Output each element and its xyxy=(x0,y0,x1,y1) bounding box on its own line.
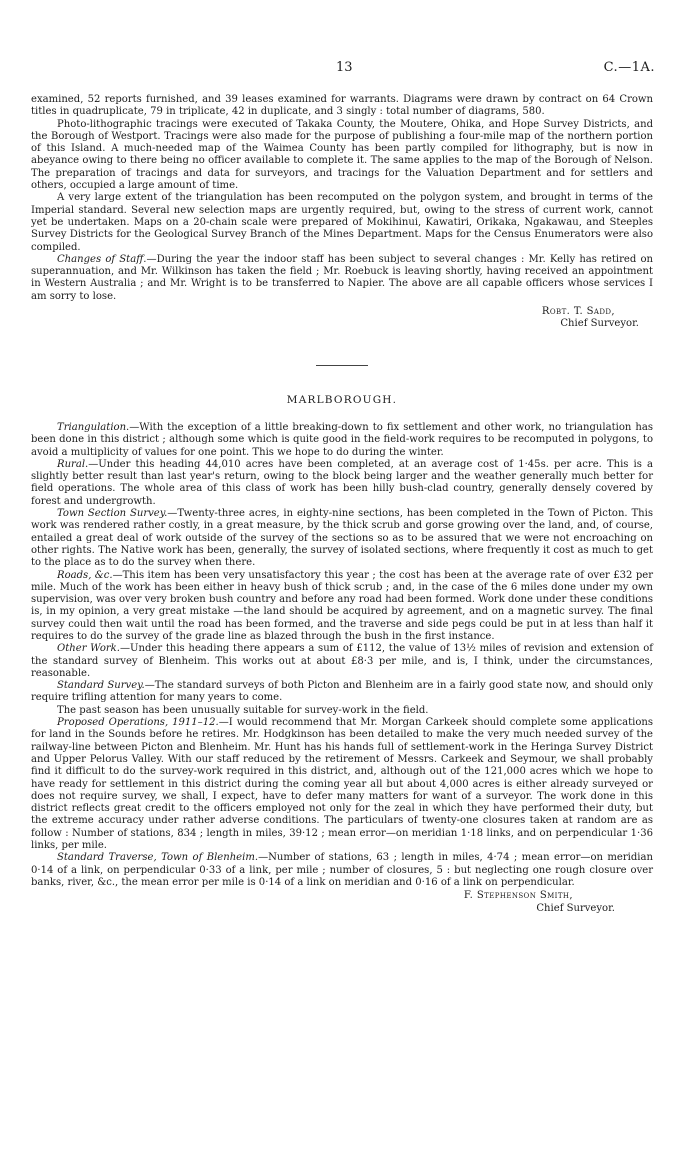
text-standard-survey: —The standard surveys of both Picton and Blenheim are in a fairly good state now, and should only require trifling attention for many years to come. xyxy=(31,680,654,704)
text-standard-traverse: —Number of stations, 63 ; length in miles, 4·74 ; mean error—on meridian 0·14 of a link, on perpendicular 0·33 of a link, per mile ; number of closures, 5 : but neglecting one rough closure over banks, river, &c., the mean error per mile is 0·14 of a link on meridian and 0·16 of a link on perpendicular. xyxy=(31,852,653,888)
paragraph-diagrams: examined, 52 reports furnished, and 39 leases examined for warrants. Diagrams were drawn by contract on 64 Crown titles in quadruplicate, 79 in triplicate, 42 in duplicate, and 3 singly : total number of diagrams, 580. xyxy=(31,94,653,118)
paragraph-proposed-operations xyxy=(31,717,653,852)
paragraph-other-work xyxy=(31,643,653,680)
paragraph-standard-traverse xyxy=(31,852,653,889)
heading-other-work: Other Work. xyxy=(57,643,120,655)
paragraph-past-season: The past season has been unusually suitable for survey-work in the field. xyxy=(57,704,429,716)
section-title-marlborough: MARLBOROUGH. xyxy=(286,393,398,406)
heading-standard-survey: Standard Survey. xyxy=(57,680,145,692)
heading-rural: Rural. xyxy=(57,458,89,470)
paragraph-rural xyxy=(31,459,653,508)
paragraph-town-section-survey xyxy=(31,508,653,569)
document-reference: C.—1A. xyxy=(603,60,655,75)
text-triangulation: —With the exception of a little breaking-down to fix settlement and other work, no triangulation has been done in this district ; although some which is quite good in the field-work requires to be recomputed in polygons, to avoid a multiplicity of values for one point. This we hope to do during the winter. xyxy=(31,421,653,458)
section-divider xyxy=(316,365,368,366)
page-body xyxy=(31,94,653,915)
heading-town-section-survey: Town Section Survey. xyxy=(57,508,168,520)
heading-triangulation: Triangulation. xyxy=(57,421,130,433)
paragraph-standard-survey xyxy=(31,680,653,705)
text-changes-of-staff: —During the year the indoor staff has been subject to several changes : Mr. Kelly has retired on superannuation, and Mr. Wilkinson has taken the field ; Mr. Roebuck is leaving shortly, having received an appointment in Western Australia ; and Mr. Wright is to be transferred to Napier. The above are all capable officers whose services I am sorry to lose. xyxy=(31,253,654,302)
paragraph-triangulation-recomputed: A very large extent of the triangulation has been recomputed on the polygon system, and brought in terms of the Imperial standard. Several new selection maps are urgently required, but, owing to the stress of current work, cannot yet be undertaken. Maps on a 20-chain scale were prepared of Mokihinui, Kawatiri, Orikaka, Ngakawau, and Steeples Survey Districts for the Geological Survey Branch of the Mines Department. Maps for the Census Enumerators were also compiled. xyxy=(31,192,653,253)
heading-proposed-operations: Proposed Operations, 1911–12. xyxy=(57,717,219,729)
heading-roads: Roads, &c. xyxy=(57,569,113,581)
text-proposed-operations: —I would recommend that Mr. Morgan Carkeek should complete some applications for land in the Sounds before he retires. Mr. Hodgkinson has been detailed to make the very much needed survey of the railway-line between Picton and Blenheim. Mr. Hunt has his hands full of settlement-work in the Heringa Survey District and Upper Pelorus Valley. With our staff reduced by the retirement of Messrs. Carkeek and Seymour, we shall probably find it difficult to do the survey-work required in this district, and, although out of the 121,000 acres which we hope to have ready for settlement in this district during the coming year all but about 4,000 acres is either already surveyed or does not require survey, we shall, I expect, have to defer many matters for want of a surveyor. The work done in this district reflects great credit to the officers employed not only for the zeal in which they have performed their duty, but the extreme accuracy under rather adverse conditions. The particulars of twenty-one closures taken at random are as follow : Number of stations, 834 ; length in miles, 39·12 ; mean error—on meridian 1·18 links, and on perpendicular 1·36 links, per mile. xyxy=(31,717,654,852)
paragraph-changes-of-staff xyxy=(31,254,653,303)
paragraph-triangulation xyxy=(31,422,653,459)
paragraph-roads xyxy=(31,570,653,644)
heading-standard-traverse-place: Blenheim. xyxy=(206,852,259,864)
text-roads: —This item has been very unsatisfactory this year ; the cost has been at the average rate of over £32 per mile. Much of the work has been either in heavy bush of thick scrub ; and, in the case of the 6 miles done under my own supervision, was over very broken bush country and before any road had been formed. Work done under these conditions is, in my opinion, a very great mistake —the land should be acquired by agreement, and on a magnetic survey. The final survey could then wait until the road has been formed, and the traverse and side pegs could be put in at less than half it requires to do the survey of the grade line as blazed through the bush in the first instance. xyxy=(31,569,653,642)
page-number: 13 xyxy=(336,60,353,75)
text-rural: —Under this heading 44,010 acres have been completed, at an average cost of 1·45s. per acre. This is a slightly better result than last year's return, owing to the block being larger and the weather generally much better for field operations. The whole area of this class of work has been hilly bush-clad country, generally densely covered by forest and undergrowth. xyxy=(31,458,653,507)
heading-standard-traverse: Standard Traverse, Town of xyxy=(57,852,207,864)
page-header xyxy=(0,62,700,76)
text-other-work: —Under this heading there appears a sum of £112, the value of 13½ miles of revision and extension of the standard survey of Blenheim. This works out at about £8·3 per mile, and is, I think, under the circumstances, reasonable. xyxy=(31,643,653,679)
text-town-section-survey: —Twenty-three acres, in eighty-nine sections, has been completed in the Town of Picton. This work was rendered rather costly, in a great measure, by the thick scrub and gorse growing over the land, and, of course, entailed a great deal of work outside of the survey of the sections so as to be assured that we were not encroaching on other rights. The Native work has been, generally, the survey of isolated sections, where frequently it cost as much to get to the place as to do the survey when there. xyxy=(31,508,654,569)
paragraph-photo-lithographic: Photo-lithographic tracings were executed of Takaka County, the Moutere, Ohika, and Hope Survey Districts, and the Borough of Westport. Tracings were also made for the purpose of publishing a four-mile map of the northern portion of this Island. A much-needed map of the Waimea County has been partly compiled for lithography, but is now in abeyance owing to there being no officer available to complete it. The same applies to the map of the Borough of Nelson. The preparation of tracings and data for surveyors, and tracings for the Valuation Department and for settlers and others, occupied a large amount of time. xyxy=(31,118,653,192)
signature-title: Chief Surveyor. xyxy=(560,318,639,330)
signature-name-marlborough: F. Stephenson Smith, xyxy=(463,890,573,902)
signature-title-marlborough: Chief Surveyor. xyxy=(536,902,615,914)
signature-name: Robt. T. Sadd, xyxy=(541,306,615,318)
heading-changes-of-staff: Changes of Staff. xyxy=(57,253,147,265)
